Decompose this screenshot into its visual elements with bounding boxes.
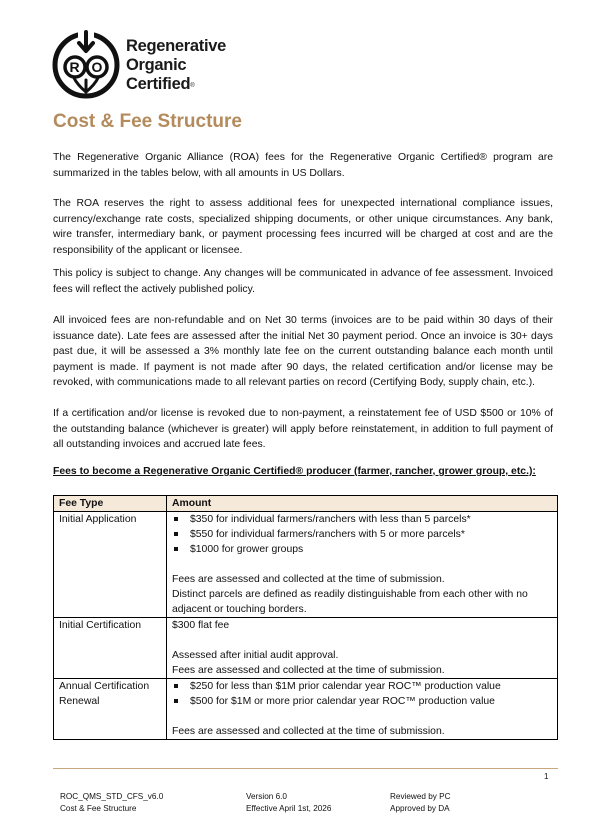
page-number: 1 [544,772,549,781]
fee-type-cell: Initial Certification [54,618,167,679]
header-fee-type: Fee Type [54,496,167,512]
bullet-list [172,679,552,709]
roc-emblem-icon [52,30,122,102]
table-header-row [54,496,558,512]
reinstatement-paragraph: If a certification and/or license is revoked due to non-payment, a reinstatement fee of USD $500 or 10% of the outstanding balance (whichever is greater) will apply before reinstatement, in addition to full payment of all outstanding invoices and accrued late fees. [53,408,553,451]
emblem-letter-o: O [91,59,103,75]
list-item: $350 for individual farmers/ranchers with less than 5 parcels* [172,512,552,527]
table-row [54,512,558,618]
note-text: Fees are assessed and collected at the time of submission. [172,665,445,676]
fee-type-cell: Annual Certification Renewal [54,679,167,740]
roc-logo [52,30,252,102]
footer-version-info [246,791,331,815]
intro-paragraph: The Regenerative Organic Alliance (ROA) fees for the Regenerative Organic Certified® program are summarized in the tables below, with all amounts in US Dollars. [53,152,553,179]
logo-line-2: Organic [126,56,187,74]
table-row [54,679,558,740]
reviewed-by: Reviewed by PC [390,792,451,801]
flat-fee-text: $300 flat fee [172,620,230,631]
logo-line-1: Regenerative [126,37,227,55]
footer-doc-info [60,791,163,815]
bullet-list [172,512,552,557]
list-item: $250 for less than $1M prior calendar year ROC™ production value [172,679,552,694]
footer-approval-info [390,791,451,815]
header-amount: Amount [167,496,558,512]
approved-by: Approved by DA [390,804,450,813]
note-text: Distinct parcels are defined as readily distinguishable from each other with no adjacent or touching borders. [172,589,528,615]
fee-type-cell: Initial Application [54,512,167,618]
policy-change-paragraph: This policy is subject to change. Any changes will be communicated in advance of fee assessment. Invoiced fees will reflect the actively published policy. [53,268,553,295]
emblem-letter-r: R [69,59,80,75]
note-text: Assessed after initial audit approval. [172,650,339,661]
note-text: Fees are assessed and collected at the time of submission. [172,726,445,737]
table-row [54,618,558,679]
amount-cell [167,512,558,618]
doc-code: ROC_QMS_STD_CFS_v6.0 [60,792,164,801]
doc-version: Version 6.0 [246,792,287,801]
logo-wordmark [126,37,226,94]
list-item: $550 for individual farmers/ranchers with 5 or more parcels* [172,527,552,542]
registered-mark: ® [190,83,195,89]
list-item: $1000 for grower groups [172,542,552,557]
effective-date: Effective April 1st, 2026 [246,804,332,813]
additional-fees-paragraph: The ROA reserves the right to assess additional fees for unexpected international compliance issues, currency/exchange rate costs, specialized shipping documents, or other unique circumstances. Any bank, wire transfer, intermediary bank, or payment processing fees incurred will be charged at cost and are the responsibility of the applicant or licensee. [53,198,553,256]
logo-line-3: Certified [126,75,191,93]
fee-table [53,495,558,740]
note-text: Fees are assessed and collected at the time of submission. [172,574,445,585]
list-item: $500 for $1M or more prior calendar year ROC™ production value [172,694,552,709]
amount-cell [167,679,558,740]
doc-title: Cost & Fee Structure [60,804,137,813]
footer-divider [53,768,558,769]
payment-terms-paragraph: All invoiced fees are non-refundable and on Net 30 terms (invoices are to be paid within 30 days of their issuance date). Late fees are assessed after the initial Net 30 payment period. Once an invoice is 30+ days past due, it will be assessed a 3% monthly late fee on the current outstanding balance each month until payment is made. If payment is not made after 90 days, the related certification and/or license may be revoked, with communications made to all relevant parties on record (Certifying Body, supply chain, etc.). [53,315,553,389]
amount-cell [167,618,558,679]
page-title: Cost & Fee Structure [53,111,242,132]
producer-fees-heading: Fees to become a Regenerative Organic Certified® producer (farmer, rancher, grower group, etc.): [53,466,536,477]
